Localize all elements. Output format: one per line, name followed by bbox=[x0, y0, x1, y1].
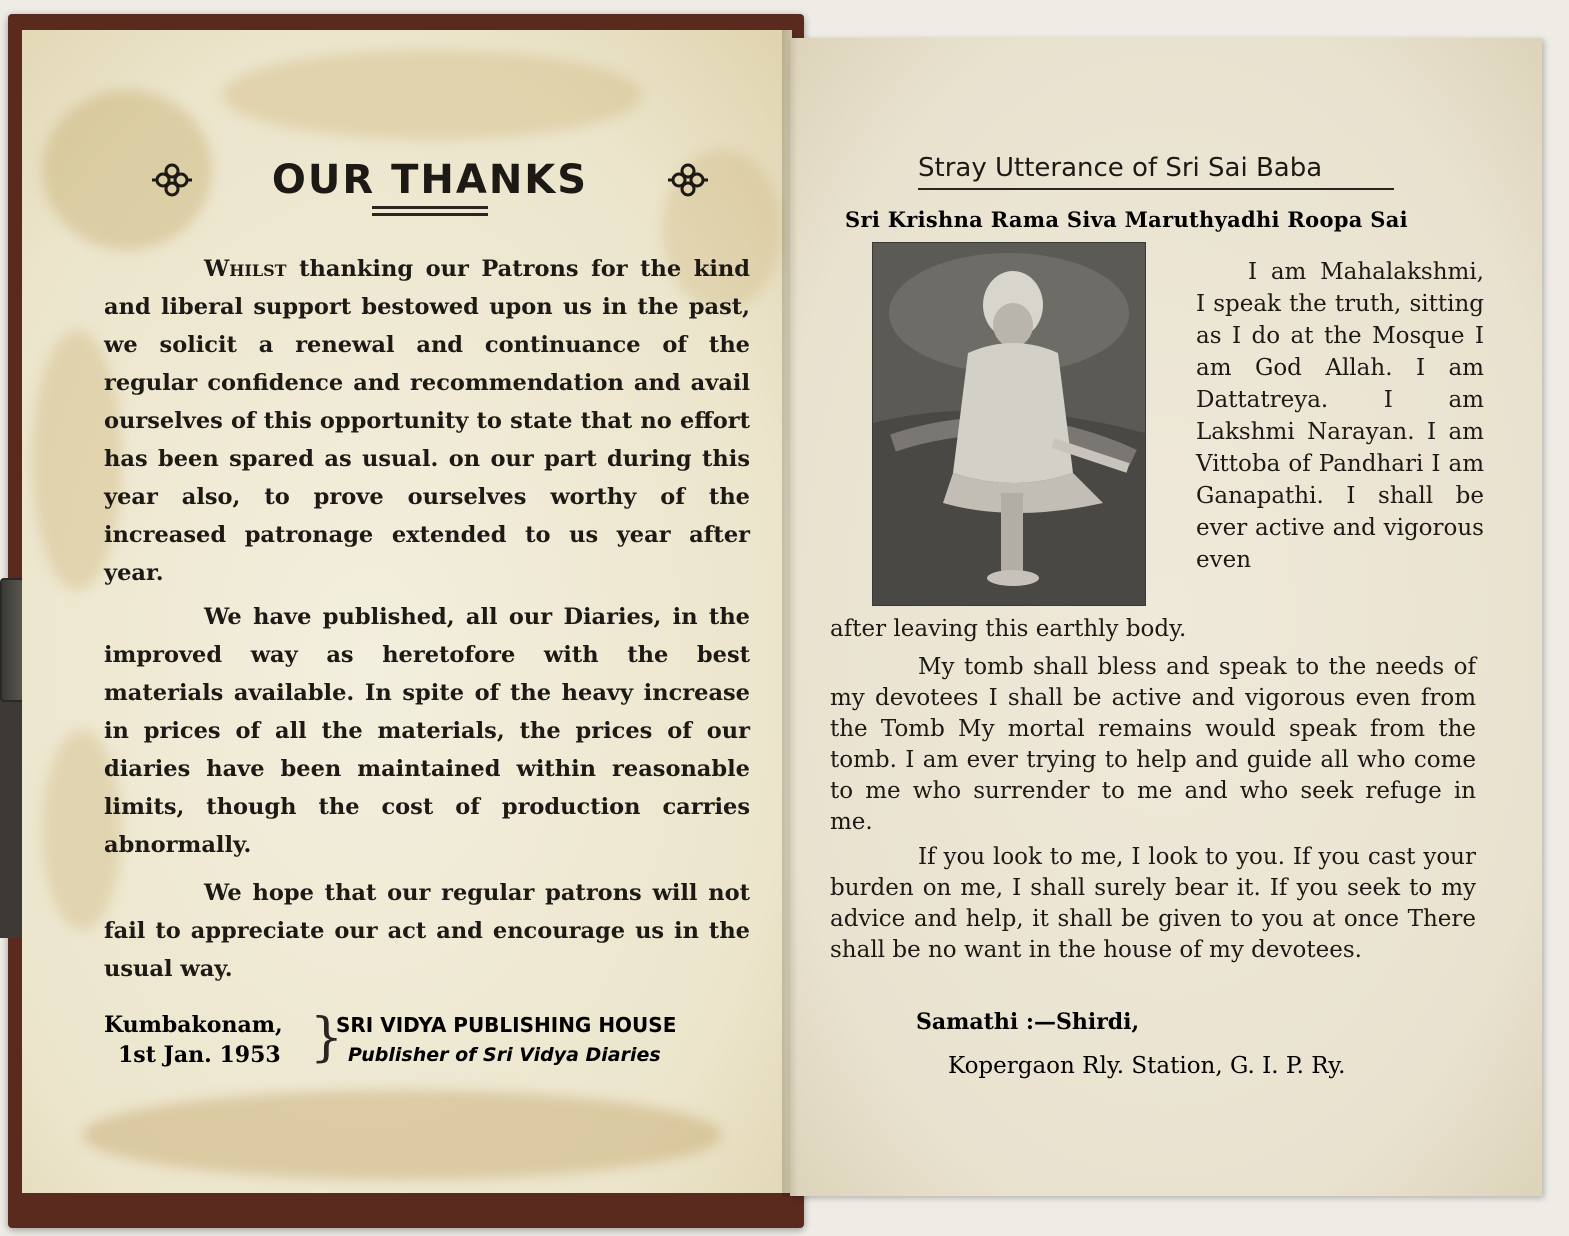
stain bbox=[82, 1090, 722, 1180]
title-rule bbox=[372, 206, 488, 209]
photo-figure bbox=[873, 243, 1145, 605]
paragraph-look: If you look to me, I look to you. If you cast your burden on me, I shall surely bear it. If you seek to my advice and help, it shall be given to you at once There shall be no want in the house of my devotees. bbox=[830, 844, 1476, 963]
paragraph-2: We have published, all our Diaries, in the improved way as heretofore with the best materials available. In spite of the heavy increase in prices of all the materials, the prices of our diaries have been maintained within reasonable limits, though the cost of production carries abnormally. bbox=[104, 604, 750, 858]
sai-baba-photo bbox=[872, 242, 1146, 606]
place-date bbox=[104, 1010, 283, 1070]
ornament-left-icon bbox=[150, 158, 194, 202]
paragraph-1-lead: Whilst bbox=[204, 256, 287, 282]
heading-rule bbox=[918, 188, 1394, 190]
title-rule bbox=[372, 213, 488, 216]
ornament-right-icon bbox=[666, 158, 710, 202]
page-gutter bbox=[782, 30, 798, 1196]
right-subheading: Sri Krishna Rama Siva Maruthyadhi Roopa Sai bbox=[845, 207, 1408, 232]
clasp-strap bbox=[0, 698, 24, 938]
publisher-name: SRI VIDYA PUBLISHING HOUSE bbox=[336, 1013, 677, 1037]
stain bbox=[222, 50, 642, 140]
right-heading: Stray Utterance of Sri Sai Baba bbox=[918, 153, 1323, 183]
station-line: Kopergaon Rly. Station, G. I. P. Ry. bbox=[948, 1053, 1346, 1079]
column-text: I am Mahalakshmi, I speak the truth, sitting as I do at the Mosque I am God Allah. I am Dattatreya. I am Lakshmi Narayan. I am Vittoba of Pandhari I am Ganapathi. I shall be ever active and vigorous even bbox=[1196, 259, 1484, 573]
place: Kumbakonam, bbox=[104, 1012, 283, 1038]
utterance-column bbox=[1196, 256, 1484, 576]
date: 1st Jan. 1953 bbox=[118, 1042, 281, 1068]
publisher-subtitle: Publisher of Sri Vidya Diaries bbox=[348, 1044, 661, 1066]
continuation-line: after leaving this earthly body. bbox=[830, 616, 1187, 642]
signature-block bbox=[104, 1010, 754, 1070]
page-title: OUR THANKS bbox=[271, 157, 589, 203]
paragraph-tomb: My tomb shall bless and speak to the needs of my devotees I shall be active and vigorous even from the Tomb My mortal remains would speak from the tomb. I am ever trying to help and guide all who come to me who surrender to me and who seek refuge in me. bbox=[830, 654, 1476, 835]
samathi-line: Samathi :—Shirdi, bbox=[916, 1009, 1140, 1035]
paragraph-1-text: thanking our Patrons for the kind and liberal support bestowed upon us in the past, we solicit a renewal and continuance of the regular confidence and recommendation and avail ourselves of this opportunity to state that no effort has been spared as usual. on our part during this year also, to prove ourselves worthy of the increased patronage extended to us year after year. bbox=[104, 256, 750, 586]
paragraph-3: We hope that our regular patrons will not fail to appreciate our act and encourage us in the usual way. bbox=[104, 880, 750, 982]
paragraph-1 bbox=[104, 250, 750, 592]
brace-glyph: } bbox=[310, 1008, 344, 1068]
title-row bbox=[150, 150, 710, 210]
